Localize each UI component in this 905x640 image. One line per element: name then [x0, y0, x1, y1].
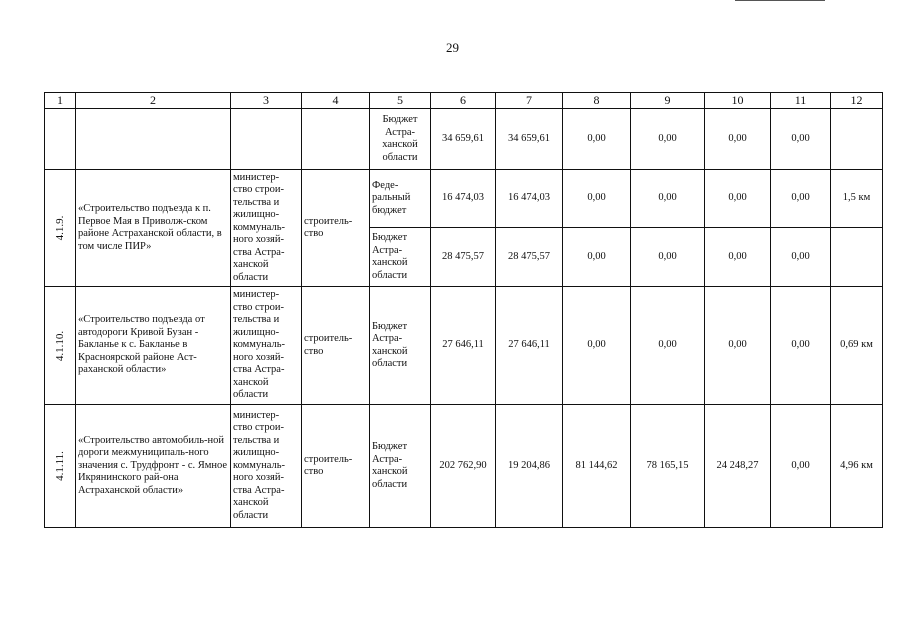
value-cell: 0,00 — [705, 228, 771, 287]
index-cell — [45, 287, 76, 405]
table-row — [45, 287, 883, 405]
value-cell: 27 646,11 — [496, 287, 563, 405]
value-cell: 0,00 — [563, 287, 631, 405]
item-index: 4.1.10. — [53, 330, 66, 361]
column-header: 9 — [631, 93, 705, 109]
value-cell: 0,00 — [771, 405, 831, 528]
value-cell: 0,00 — [631, 170, 705, 228]
column-header: 6 — [431, 93, 496, 109]
value-cell: 28 475,57 — [431, 228, 496, 287]
executor-cell — [231, 109, 302, 170]
value-cell: 0,00 — [705, 109, 771, 170]
value-cell: 81 144,62 — [563, 405, 631, 528]
column-header: 7 — [496, 93, 563, 109]
value-cell: 0,00 — [631, 109, 705, 170]
column-header: 4 — [302, 93, 370, 109]
column-header: 8 — [563, 93, 631, 109]
value-cell: 16 474,03 — [496, 170, 563, 228]
executor-cell: министер- ство строи- тельства и жилищно- коммуналь- ного хозяй- ства Астра- ханской области — [231, 170, 302, 287]
column-header: 11 — [771, 93, 831, 109]
name-cell: «Строительство подъезда от автодороги Кривой Бузан - Бакланье к с. Бакланье в Красноярской районе Аст-раханской области» — [76, 287, 231, 405]
value-cell: 0,00 — [563, 228, 631, 287]
table-row — [45, 109, 883, 170]
index-cell — [45, 109, 76, 170]
page-number: 29 — [446, 40, 459, 55]
value-cell: 0,00 — [771, 287, 831, 405]
result-cell — [831, 109, 883, 170]
column-header: 10 — [705, 93, 771, 109]
column-header: 2 — [76, 93, 231, 109]
value-cell: 0,00 — [705, 170, 771, 228]
category-cell: строитель- ство — [302, 405, 370, 528]
value-cell: 34 659,61 — [496, 109, 563, 170]
source-cell: Бюджет Астра- ханской области — [370, 287, 431, 405]
value-cell: 0,00 — [563, 170, 631, 228]
index-cell — [45, 405, 76, 528]
category-cell: строитель- ство — [302, 170, 370, 287]
item-index: 4.1.11. — [53, 451, 66, 481]
value-cell: 0,00 — [771, 228, 831, 287]
value-cell: 0,00 — [705, 287, 771, 405]
category-cell: строитель- ство — [302, 287, 370, 405]
header-row — [45, 93, 883, 109]
program-table — [44, 92, 883, 528]
value-cell: 0,00 — [771, 170, 831, 228]
executor-cell: министер- ство строи- тельства и жилищно- коммуналь- ного хозяй- ства Астра- ханской области — [231, 405, 302, 528]
column-header: 3 — [231, 93, 302, 109]
value-cell: 0,00 — [631, 228, 705, 287]
result-cell: 0,69 км — [831, 287, 883, 405]
table-row — [45, 170, 883, 228]
value-cell: 0,00 — [563, 109, 631, 170]
value-cell: 19 204,86 — [496, 405, 563, 528]
column-header: 12 — [831, 93, 883, 109]
value-cell: 0,00 — [771, 109, 831, 170]
value-cell: 24 248,27 — [705, 405, 771, 528]
name-cell: «Строительство автомобиль-ной дороги межмуниципаль-ного значения с. Трудфронт - с. Ямное Икрянинского рай-она Астраханской области» — [76, 405, 231, 528]
result-cell: 4,96 км — [831, 405, 883, 528]
value-cell: 34 659,61 — [431, 109, 496, 170]
category-cell — [302, 109, 370, 170]
value-cell: 28 475,57 — [496, 228, 563, 287]
value-cell: 0,00 — [631, 287, 705, 405]
value-cell: 27 646,11 — [431, 287, 496, 405]
column-header: 1 — [45, 93, 76, 109]
name-cell: «Строительство подъезда к п. Первое Мая в Приволж-ском районе Астраханской области, в том числе ПИР» — [76, 170, 231, 287]
result-cell — [831, 228, 883, 287]
source-cell: Бюджет Астра- ханской области — [370, 109, 431, 170]
source-cell: Бюджет Астра- ханской области — [370, 228, 431, 287]
executor-cell: министер- ство строи- тельства и жилищно- коммуналь- ного хозяй- ства Астра- ханской области — [231, 287, 302, 405]
value-cell: 202 762,90 — [431, 405, 496, 528]
item-index: 4.1.9. — [53, 215, 66, 241]
index-cell — [45, 170, 76, 287]
column-header: 5 — [370, 93, 431, 109]
value-cell: 16 474,03 — [431, 170, 496, 228]
source-cell: Бюджет Астра- ханской области — [370, 405, 431, 528]
table-row — [45, 405, 883, 528]
value-cell: 78 165,15 — [631, 405, 705, 528]
top-edge-line — [735, 0, 825, 1]
result-cell: 1,5 км — [831, 170, 883, 228]
source-cell: Феде- ральный бюджет — [370, 170, 431, 228]
name-cell — [76, 109, 231, 170]
